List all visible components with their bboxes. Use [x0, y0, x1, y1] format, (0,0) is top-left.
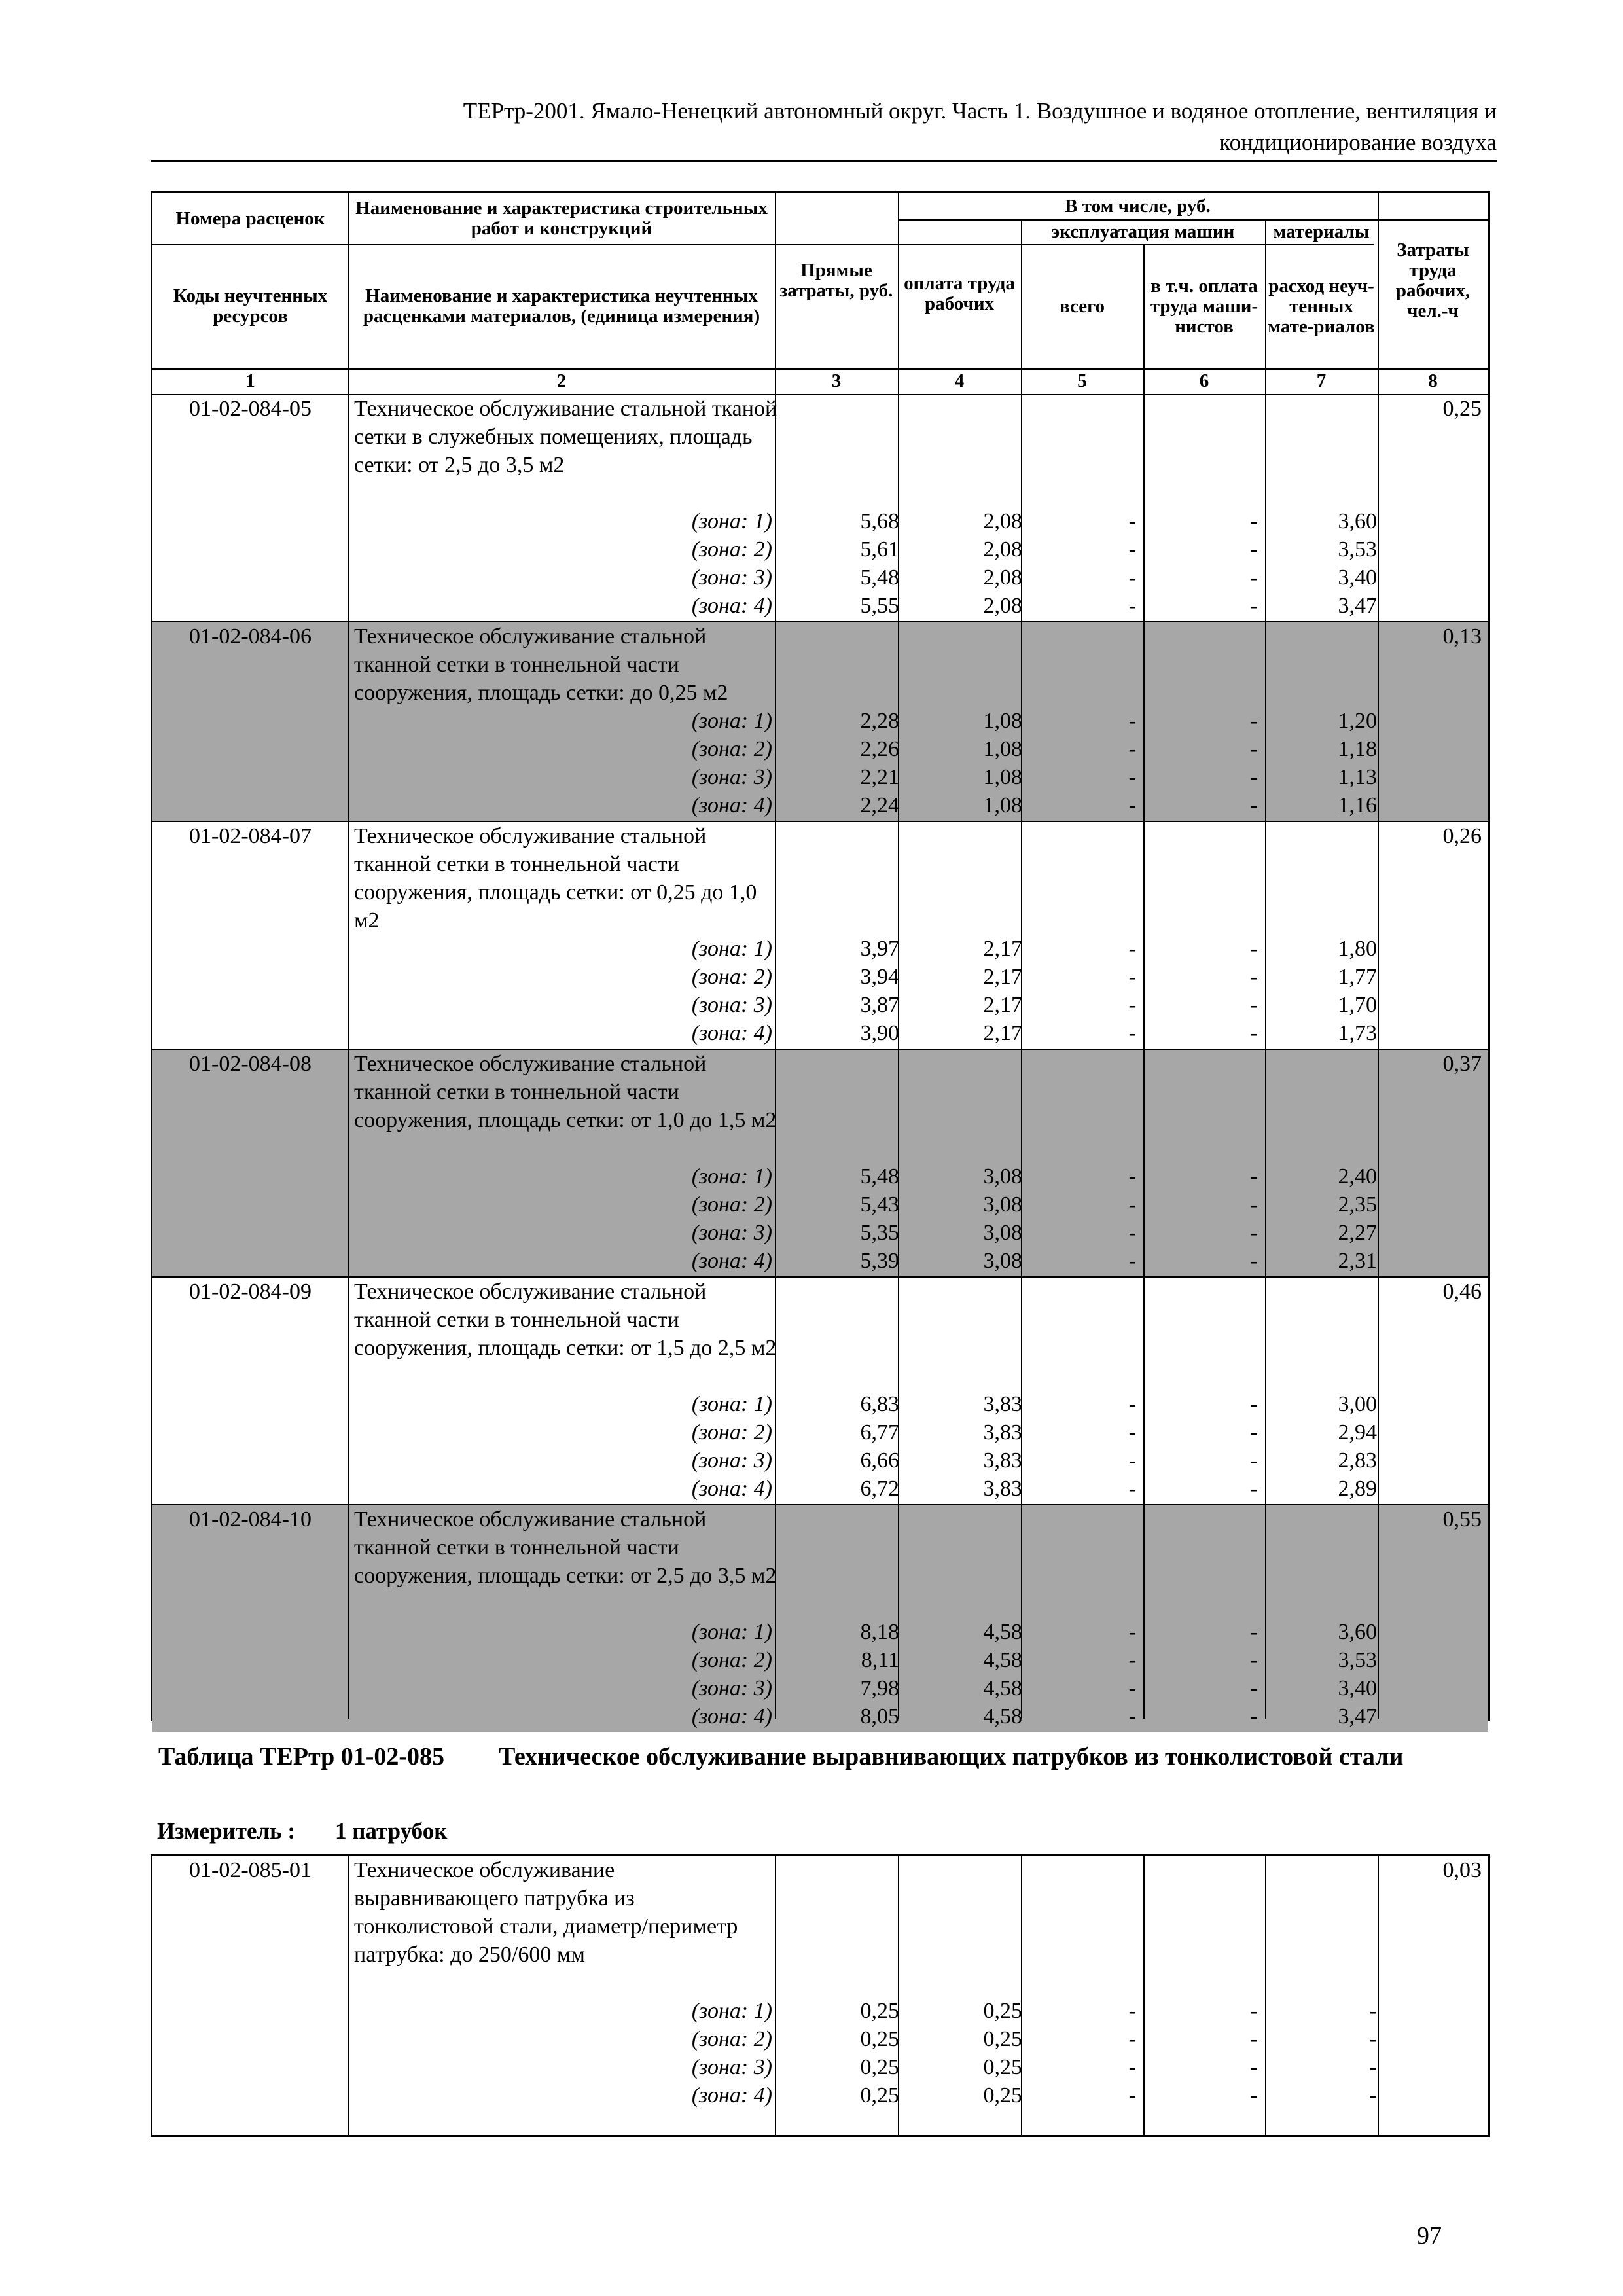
machinist-pay-value: - [1250, 509, 1258, 533]
column-header-unaccounted-materials: расход неуч-тенных мате-риалов [1268, 275, 1375, 337]
zone-label: (зона: 4) [691, 1021, 772, 1045]
machine-total-value: - [1128, 1704, 1136, 1729]
materials-value: 3,53 [1338, 1648, 1377, 1672]
materials-value: 1,77 [1338, 965, 1377, 989]
materials-value: 1,16 [1338, 793, 1377, 817]
labor-pay-value: 2,08 [983, 594, 1022, 618]
zone-label: (зона: 4) [691, 1477, 772, 1501]
rate-entry [152, 1856, 1488, 2111]
zone-label: (зона: 1) [691, 1164, 772, 1189]
machine-total-value: - [1128, 1999, 1136, 2023]
rate-title: Техническое обслуживание стальной тканной сетки в тоннельной части сооружения, площадь сетки: от 1,0 до 1,5 м2 [354, 1052, 777, 1132]
machinist-pay-value: - [1250, 1249, 1258, 1273]
labor-pay-value: 2,17 [983, 1021, 1022, 1045]
machine-total-value: - [1128, 765, 1136, 789]
machine-total-value: - [1128, 1420, 1136, 1444]
labor-costs-value: 0,37 [1442, 1052, 1482, 1076]
zone-row [152, 791, 1488, 819]
rate-entry [152, 1276, 1488, 1504]
zone-label: (зона: 2) [691, 737, 772, 761]
labor-pay-value: 1,08 [983, 737, 1022, 761]
direct-costs-value: 3,87 [860, 993, 899, 1017]
rate-code: 01-02-084-10 [189, 1507, 312, 1532]
machine-total-value: - [1128, 565, 1136, 590]
direct-costs-value: 5,43 [860, 1193, 899, 1217]
labor-pay-value: 0,25 [983, 2083, 1022, 2108]
section-table-title: Техническое обслуживание выравнивающих патрубков из тонколистовой стали [499, 1743, 1404, 1770]
machinist-pay-value: - [1250, 737, 1258, 761]
machine-total-value: - [1128, 937, 1136, 961]
rate-entry [152, 1049, 1488, 1276]
zone-row [152, 735, 1488, 763]
zone-row [152, 1618, 1488, 1646]
machine-total-value: - [1128, 1021, 1136, 1045]
column-header-work-name: Наименование и характеристика строительных работ и конструкций [355, 198, 768, 239]
machinist-pay-value: - [1250, 2083, 1258, 2108]
materials-value: 2,31 [1338, 1249, 1377, 1273]
machinist-pay-value: - [1250, 565, 1258, 590]
labor-costs-value: 0,55 [1442, 1507, 1482, 1532]
header-rule-numbers-bottom [152, 394, 1488, 395]
labor-pay-value: 3,08 [983, 1221, 1022, 1245]
machinist-pay-value: - [1250, 1392, 1258, 1416]
zone-row [152, 1475, 1488, 1503]
column-header-labor-costs: Затраты труда рабочих, чел.-ч [1395, 240, 1471, 321]
materials-value: 1,73 [1338, 1021, 1377, 1045]
labor-pay-value: 3,83 [983, 1420, 1022, 1444]
direct-costs-value: 5,68 [860, 509, 899, 533]
zone-label: (зона: 1) [691, 1999, 772, 2023]
machine-total-value: - [1128, 1620, 1136, 1644]
zone-label: (зона: 1) [691, 709, 772, 733]
zone-label: (зона: 3) [691, 1448, 772, 1473]
direct-costs-value: 6,72 [860, 1477, 899, 1501]
zone-label: (зона: 4) [691, 2083, 772, 2108]
column-divider [1021, 219, 1022, 1719]
machinist-pay-value: - [1250, 1193, 1258, 1217]
section-rates-table [151, 1854, 1490, 2137]
zone-label: (зона: 3) [691, 765, 772, 789]
direct-costs-value: 2,21 [860, 765, 899, 789]
column-header-including: В том числе, руб. [1065, 195, 1211, 217]
measure-unit-value: 1 патрубок [335, 1818, 448, 1844]
rate-code: 01-02-084-08 [189, 1052, 312, 1076]
direct-costs-value: 3,94 [860, 965, 899, 989]
zone-label: (зона: 1) [691, 1392, 772, 1416]
zone-row [152, 1418, 1488, 1446]
machine-total-value: - [1128, 1392, 1136, 1416]
zone-label: (зона: 4) [691, 793, 772, 817]
rate-code: 01-02-084-06 [189, 624, 312, 649]
column-header-rate-numbers: Номера расценок [175, 207, 325, 229]
zone-row [152, 2053, 1488, 2081]
labor-pay-value: 1,08 [983, 709, 1022, 733]
rate-title: Техническое обслуживание стальной тканной сетки в тоннельной части сооружения, площадь сетки: от 2,5 до 3,5 м2 [354, 1507, 777, 1588]
direct-costs-value: 3,97 [860, 937, 899, 961]
labor-pay-value: 2,17 [983, 937, 1022, 961]
direct-costs-value: 2,26 [860, 737, 899, 761]
zone-row [152, 1702, 1488, 1731]
machine-total-value: - [1128, 709, 1136, 733]
running-header-line-2: кондиционирование воздуха [1219, 130, 1497, 155]
header-rule [151, 160, 1497, 162]
column-header-resource-codes: Коды неучтенных ресурсов [173, 285, 328, 327]
zone-row [152, 2081, 1488, 2109]
labor-pay-value: 3,08 [983, 1193, 1022, 1217]
zone-label: (зона: 3) [691, 2055, 772, 2079]
machine-total-value: - [1128, 1477, 1136, 1501]
materials-value: 3,47 [1338, 594, 1377, 618]
machine-total-value: - [1128, 594, 1136, 618]
materials-value: 2,94 [1338, 1420, 1377, 1444]
column-number: 2 [556, 370, 567, 391]
machinist-pay-value: - [1250, 2055, 1258, 2079]
machinist-pay-value: - [1250, 1164, 1258, 1189]
direct-costs-value: 0,25 [860, 2055, 899, 2079]
column-divider [1143, 1856, 1145, 2135]
rate-entry [152, 395, 1488, 621]
machinist-pay-value: - [1250, 594, 1258, 618]
measure-unit-label: Измеритель : [157, 1818, 296, 1844]
materials-value: 3,00 [1338, 1392, 1377, 1416]
column-divider [348, 193, 349, 1719]
rate-title: Техническое обслуживание стальной тканной сетки в тоннельной части сооружения, площадь сетки: до 0,25 м2 [354, 624, 728, 705]
machine-total-value: - [1128, 737, 1136, 761]
machine-total-value: - [1128, 509, 1136, 533]
materials-value: 1,80 [1338, 937, 1377, 961]
rate-entry [152, 1504, 1488, 1732]
zone-row [152, 991, 1488, 1019]
labor-pay-value: 4,58 [983, 1620, 1022, 1644]
machinist-pay-value: - [1250, 1021, 1258, 1045]
zone-row [152, 1162, 1488, 1191]
zone-row [152, 1674, 1488, 1702]
column-header-labor-pay: оплата труда рабочих [904, 273, 1015, 314]
zone-row [152, 1646, 1488, 1674]
direct-costs-value: 8,11 [861, 1648, 899, 1672]
machinist-pay-value: - [1250, 1221, 1258, 1245]
machinist-pay-value: - [1250, 793, 1258, 817]
materials-value: 2,89 [1338, 1477, 1377, 1501]
machinist-pay-value: - [1250, 1448, 1258, 1473]
labor-pay-value: 3,83 [983, 1477, 1022, 1501]
materials-value: 1,18 [1338, 737, 1377, 761]
column-header-total: всего [1059, 295, 1105, 317]
zone-row [152, 1390, 1488, 1418]
machinist-pay-value: - [1250, 1477, 1258, 1501]
column-divider [775, 193, 776, 1719]
column-header-material-name: Наименование и характеристика неучтенных расценками материалов, (единица измерения) [363, 285, 760, 327]
rate-title: Техническое обслуживание стальной тканной сетки в тоннельной части сооружения, площадь сетки: от 0,25 до 1,0 м2 [354, 824, 757, 933]
machinist-pay-value: - [1250, 1999, 1258, 2023]
machinist-pay-value: - [1250, 1704, 1258, 1729]
rate-code: 01-02-085-01 [189, 1858, 312, 1882]
labor-pay-value: 4,58 [983, 1704, 1022, 1729]
zone-label: (зона: 4) [691, 1249, 772, 1273]
machinist-pay-value: - [1250, 765, 1258, 789]
column-divider [1378, 193, 1379, 1719]
zone-label: (зона: 2) [691, 1193, 772, 1217]
column-number: 1 [245, 370, 255, 391]
zone-row [152, 1191, 1488, 1219]
machinist-pay-value: - [1250, 2027, 1258, 2051]
running-header-line-1: ТЕРтр-2001. Ямало-Ненецкий автономный округ. Часть 1. Воздушное и водяное отопление, вентиляция и [463, 98, 1497, 124]
machine-total-value: - [1128, 793, 1136, 817]
page-number: 97 [1417, 2222, 1442, 2250]
machinist-pay-value: - [1250, 965, 1258, 989]
materials-value: 1,20 [1338, 709, 1377, 733]
rate-code: 01-02-084-07 [189, 824, 312, 848]
rate-entry [152, 821, 1488, 1049]
column-number: 3 [831, 370, 842, 391]
column-number: 4 [954, 370, 965, 391]
labor-pay-value: 1,08 [983, 793, 1022, 817]
machine-total-value: - [1128, 1221, 1136, 1245]
labor-pay-value: 3,83 [983, 1448, 1022, 1473]
zone-row [152, 1997, 1488, 2025]
direct-costs-value: 3,90 [860, 1021, 899, 1045]
zone-row [152, 564, 1488, 592]
machine-total-value: - [1128, 1249, 1136, 1273]
zone-row [152, 763, 1488, 791]
machine-total-value: - [1128, 1164, 1136, 1189]
labor-pay-value: 3,08 [983, 1164, 1022, 1189]
direct-costs-value: 5,55 [860, 594, 899, 618]
direct-costs-value: 8,05 [860, 1704, 899, 1729]
materials-value: 1,13 [1338, 765, 1377, 789]
direct-costs-value: 5,61 [860, 537, 899, 562]
column-number: 7 [1316, 370, 1327, 391]
materials-value: 3,40 [1338, 1676, 1377, 1700]
zone-label: (зона: 4) [691, 594, 772, 618]
materials-value: 2,40 [1338, 1164, 1377, 1189]
machinist-pay-value: - [1250, 937, 1258, 961]
zone-row [152, 1219, 1488, 1247]
zone-row [152, 935, 1488, 963]
materials-value: - [1369, 2083, 1377, 2108]
direct-costs-value: 6,66 [860, 1448, 899, 1473]
machinist-pay-value: - [1250, 1648, 1258, 1672]
direct-costs-value: 5,35 [860, 1221, 899, 1245]
zone-label: (зона: 1) [691, 509, 772, 533]
column-divider [898, 193, 899, 1719]
zone-row [152, 963, 1488, 991]
direct-costs-value: 2,24 [860, 793, 899, 817]
zone-row [152, 1446, 1488, 1475]
column-header-materials: материалы [1273, 221, 1370, 242]
machine-total-value: - [1128, 1676, 1136, 1700]
materials-value: 2,27 [1338, 1221, 1377, 1245]
materials-value: 2,83 [1338, 1448, 1377, 1473]
machinist-pay-value: - [1250, 709, 1258, 733]
column-divider [775, 1856, 776, 2135]
labor-pay-value: 1,08 [983, 765, 1022, 789]
direct-costs-value: 7,98 [860, 1676, 899, 1700]
labor-pay-value: 0,25 [983, 1999, 1022, 2023]
labor-pay-value: 2,08 [983, 509, 1022, 533]
zone-row [152, 507, 1488, 535]
materials-value: 3,40 [1338, 565, 1377, 590]
column-header-direct-costs: Прямые затраты, руб. [779, 260, 893, 301]
machinist-pay-value: - [1250, 993, 1258, 1017]
column-divider [1265, 1856, 1266, 2135]
column-divider [1021, 1856, 1022, 2135]
direct-costs-value: 5,48 [860, 1164, 899, 1189]
labor-pay-value: 4,58 [983, 1676, 1022, 1700]
section-table-label: Таблица ТЕРтр 01-02-085 [158, 1743, 445, 1770]
zone-label: (зона: 2) [691, 1648, 772, 1672]
materials-value: - [1369, 1999, 1377, 2023]
rate-title: Техническое обслуживание стальной тканной сетки в тоннельной части сооружения, площадь сетки: от 1,5 до 2,5 м2 [354, 1280, 777, 1360]
materials-value: 2,35 [1338, 1193, 1377, 1217]
direct-costs-value: 0,25 [860, 1999, 899, 2023]
column-number: 6 [1199, 370, 1209, 391]
rate-entry [152, 621, 1488, 821]
labor-costs-value: 0,26 [1442, 824, 1482, 848]
materials-value: 3,60 [1338, 1620, 1377, 1644]
labor-costs-value: 0,03 [1442, 1858, 1482, 1882]
zone-label: (зона: 1) [691, 1620, 772, 1644]
rate-code: 01-02-084-09 [189, 1280, 312, 1304]
direct-costs-value: 0,25 [860, 2027, 899, 2051]
zone-label: (зона: 3) [691, 993, 772, 1017]
direct-costs-value: 5,48 [860, 565, 899, 590]
column-header-machine-ops: эксплуатация машин [1051, 221, 1235, 242]
direct-costs-value: 8,18 [860, 1620, 899, 1644]
materials-value: 1,70 [1338, 993, 1377, 1017]
labor-pay-value: 4,58 [983, 1648, 1022, 1672]
zone-row [152, 1247, 1488, 1275]
labor-pay-value: 0,25 [983, 2027, 1022, 2051]
zone-label: (зона: 3) [691, 565, 772, 590]
column-divider [1143, 244, 1145, 1719]
labor-costs-value: 0,25 [1442, 397, 1482, 421]
column-divider [1378, 1856, 1379, 2135]
labor-pay-value: 2,17 [983, 993, 1022, 1017]
rate-title: Техническое обслуживание стальной тканой сетки в служебных помещениях, площадь сетки: от 2,5 до 3,5 м2 [354, 397, 777, 477]
materials-value: - [1369, 2027, 1377, 2051]
zone-label: (зона: 2) [691, 965, 772, 989]
zone-label: (зона: 4) [691, 1704, 772, 1729]
direct-costs-value: 5,39 [860, 1249, 899, 1273]
direct-costs-value: 6,77 [860, 1420, 899, 1444]
machinist-pay-value: - [1250, 537, 1258, 562]
materials-value: - [1369, 2055, 1377, 2079]
rate-code: 01-02-084-05 [189, 397, 312, 421]
machinist-pay-value: - [1250, 1676, 1258, 1700]
machine-total-value: - [1128, 965, 1136, 989]
machine-total-value: - [1128, 1648, 1136, 1672]
column-divider [1265, 219, 1266, 1719]
machine-total-value: - [1128, 537, 1136, 562]
materials-value: 3,47 [1338, 1704, 1377, 1729]
zone-label: (зона: 2) [691, 1420, 772, 1444]
column-number: 5 [1077, 370, 1087, 391]
column-divider [348, 1856, 349, 2135]
materials-value: 3,53 [1338, 537, 1377, 562]
column-number: 8 [1428, 370, 1438, 391]
rate-title: Техническое обслуживание выравнивающего патрубка из тонколистовой стали, диаметр/периметр патрубка: до 250/600 мм [354, 1858, 738, 1967]
rates-table [151, 191, 1490, 1729]
machine-total-value: - [1128, 993, 1136, 1017]
direct-costs-value: 0,25 [860, 2083, 899, 2108]
direct-costs-value: 2,28 [860, 709, 899, 733]
labor-pay-value: 3,08 [983, 1249, 1022, 1273]
machine-total-value: - [1128, 2027, 1136, 2051]
direct-costs-value: 6,83 [860, 1392, 899, 1416]
zone-label: (зона: 3) [691, 1676, 772, 1700]
machine-total-value: - [1128, 1448, 1136, 1473]
column-divider [898, 1856, 899, 2135]
machinist-pay-value: - [1250, 1420, 1258, 1444]
labor-pay-value: 2,17 [983, 965, 1022, 989]
machine-total-value: - [1128, 1193, 1136, 1217]
materials-value: 3,60 [1338, 509, 1377, 533]
zone-row [152, 2025, 1488, 2053]
labor-pay-value: 2,08 [983, 537, 1022, 562]
labor-costs-value: 0,46 [1442, 1280, 1482, 1304]
zone-row [152, 535, 1488, 564]
labor-pay-value: 2,08 [983, 565, 1022, 590]
zone-row [152, 592, 1488, 620]
machine-total-value: - [1128, 2083, 1136, 2108]
column-header-machinist-pay: в т.ч. оплата труда маши-нистов [1150, 275, 1258, 337]
labor-costs-value: 0,13 [1442, 624, 1482, 649]
labor-pay-value: 3,83 [983, 1392, 1022, 1416]
machine-total-value: - [1128, 2055, 1136, 2079]
zone-label: (зона: 2) [691, 537, 772, 562]
zone-row [152, 1019, 1488, 1047]
machinist-pay-value: - [1250, 1620, 1258, 1644]
labor-pay-value: 0,25 [983, 2055, 1022, 2079]
zone-row [152, 707, 1488, 735]
zone-label: (зона: 1) [691, 937, 772, 961]
zone-label: (зона: 2) [691, 2027, 772, 2051]
zone-label: (зона: 3) [691, 1221, 772, 1245]
